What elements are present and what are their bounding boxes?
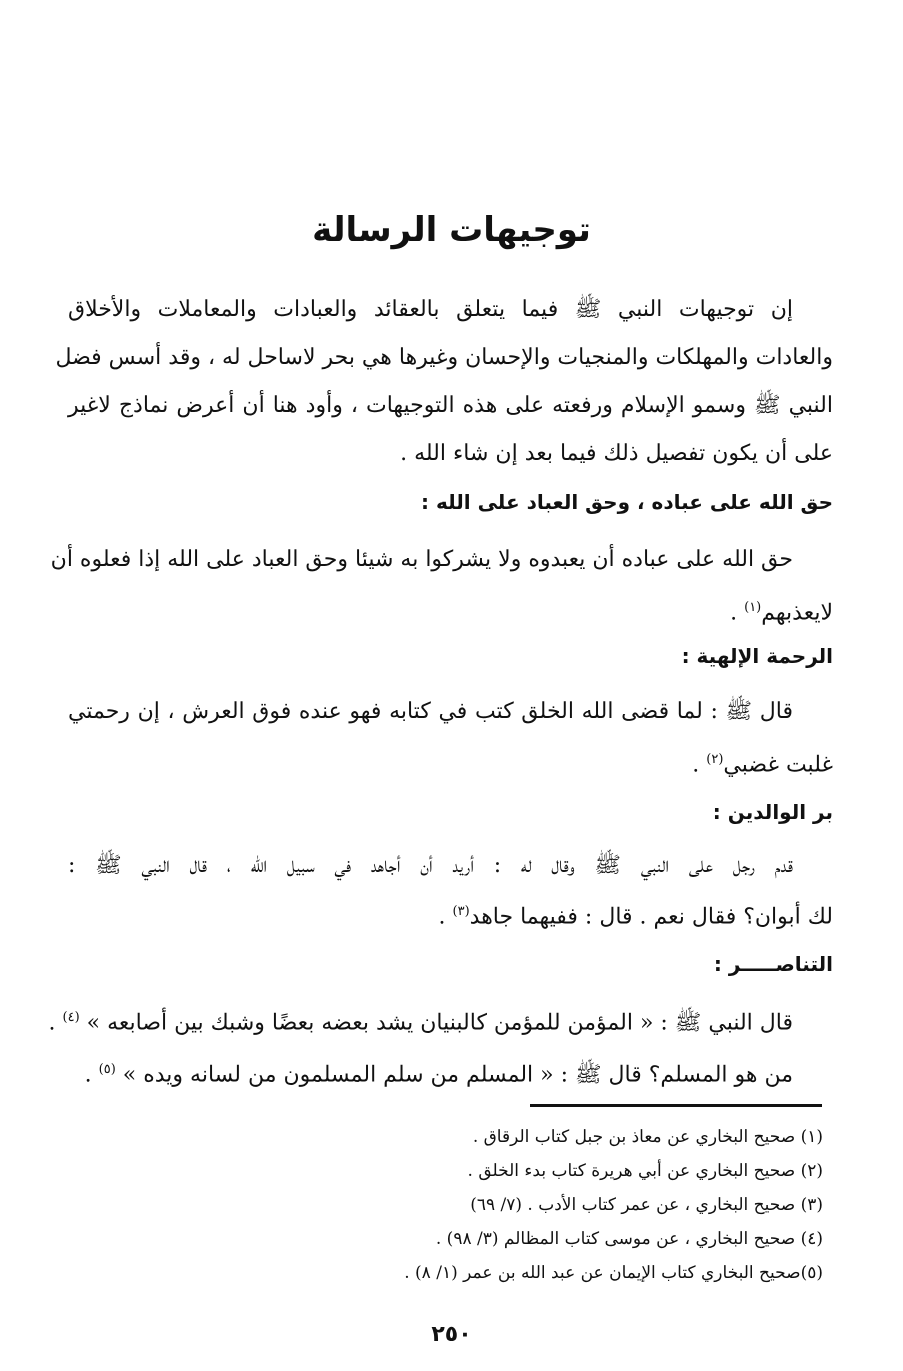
intro-line-3: النبي ﷺ وسمو الإسلام ورفعته على هذه التوجيهات ، وأود هنا أن أعرض نماذج لاغير <box>68 393 833 418</box>
section-3-line-1: قدم رجل على النبي ﷺ وقال له : أريد أن أجاهد في سبيل الله ، قال النبي ﷺ : <box>68 853 793 878</box>
section-heading-mercy: الرحمة الإلهية : <box>681 644 833 668</box>
page-title: توجيهات الرسالة <box>312 210 591 250</box>
intro-line-1: إن توجيهات النبي ﷺ فيما يتعلق بالعقائد والعبادات والمعاملات والأخلاق <box>68 297 793 322</box>
section-1-line-2: لايعذبهم$^{(١)}$ . <box>730 600 833 626</box>
section-2-line-2: غلبت غضبي$^{(٢)}$ . <box>692 752 833 778</box>
footnote-ref-5: (٥) <box>98 1062 116 1077</box>
page-number: ٢٥٠ <box>431 1322 472 1347</box>
footnote-2: (٢) صحيح البخاري عن أبي هريرة كتاب بدء الخلق . <box>467 1161 823 1181</box>
footnote-1: (١) صحيح البخاري عن معاذ بن جبل كتاب الرقاق . <box>472 1127 823 1147</box>
section-4-line-1: قال النبي ﷺ : « المؤمن للمؤمن كالبنيان يشد بعضه بعضًا وشبك بين أصابعه » $^{(٤)}$ . <box>48 1010 793 1036</box>
intro-line-4: على أن يكون تفصيل ذلك فيما بعد إن شاء الله . <box>400 441 833 466</box>
section-4-line-2: من هو المسلم؟ قال ﷺ : « المسلم من سلم المسلمون من لسانه ويده » $^{(٥)}$ . <box>84 1062 793 1088</box>
section-heading-support: التناصـــــر : <box>713 952 833 976</box>
section-heading-rights: حق الله على عباده ، وحق العباد على الله : <box>420 490 833 514</box>
footnote-3: (٣) صحيح البخاري ، عن عمر كتاب الأدب . (٧/ ٦٩) <box>470 1195 823 1215</box>
footnote-ref-3: (٣) <box>452 904 470 919</box>
footnote-separator <box>530 1104 822 1107</box>
footnote-4: (٤) صحيح البخاري ، عن موسى كتاب المظالم (٣/ ٩٨) . <box>435 1229 823 1249</box>
intro-line-2: والعادات والمهلكات والمنجيات والإحسان وغيرها هي بحر لاساحل له ، وقد أسس فضل <box>55 345 833 370</box>
section-heading-parents: بر الوالدين : <box>712 800 833 824</box>
footnote-ref-1: (١) <box>744 600 762 615</box>
section-2-line-1: قال ﷺ : لما قضى الله الخلق كتب في كتابه فهو عنده فوق العرش ، إن رحمتي <box>68 699 793 724</box>
footnote-ref-2: (٢) <box>706 752 724 767</box>
footnote-ref-4: (٤) <box>62 1010 80 1025</box>
footnote-5: (٥)صحيح البخاري كتاب الإيمان عن عبد الله بن عمر (١/ ٨) . <box>404 1263 823 1283</box>
section-1-line-1: حق الله على عباده أن يعبدوه ولا يشركوا به شيئا وحق العباد على الله إذا فعلوه أن <box>50 547 793 572</box>
section-3-line-2: لك أبوان؟ فقال نعم . قال : ففيهما جاهد$^{(٣)}$ . <box>438 904 833 930</box>
